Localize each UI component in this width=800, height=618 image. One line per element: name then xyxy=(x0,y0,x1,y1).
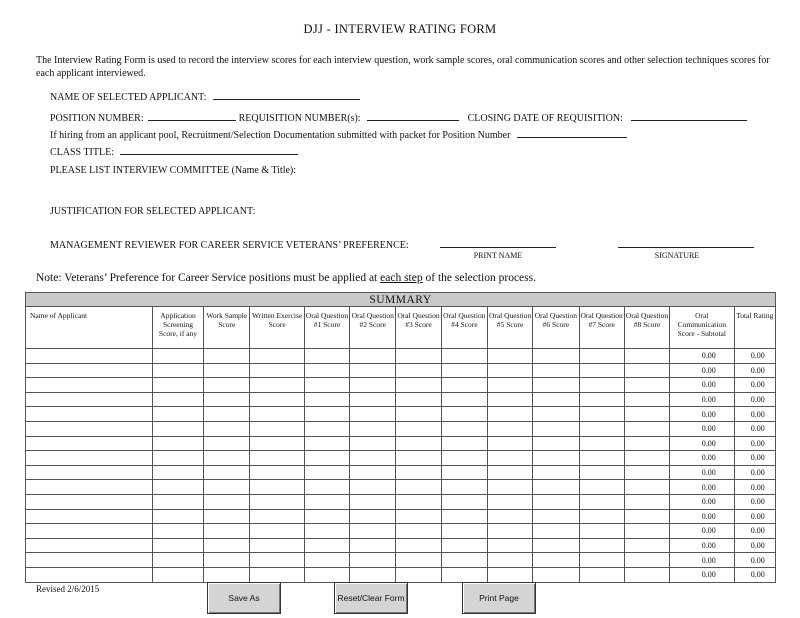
score-input-cell[interactable] xyxy=(533,553,579,568)
score-input-cell[interactable] xyxy=(579,509,624,524)
score-input-cell[interactable] xyxy=(624,465,669,480)
score-input-cell[interactable] xyxy=(624,567,669,582)
score-input-cell[interactable] xyxy=(624,349,669,364)
class-title-row xyxy=(50,145,298,158)
score-input-cell[interactable] xyxy=(396,378,441,393)
oral-subtotal-cell: 0.00 xyxy=(670,538,734,553)
applicant-pool-row xyxy=(50,128,627,141)
score-input-cell[interactable] xyxy=(441,392,487,407)
score-input-cell[interactable] xyxy=(624,509,669,524)
score-input-cell[interactable] xyxy=(204,363,250,378)
signature-label: SIGNATURE xyxy=(654,251,700,260)
note-text-start: Note: Veterans’ Preference for Career Service positions must be applied at xyxy=(36,272,381,284)
form-title: DJJ - INTERVIEW RATING FORM xyxy=(303,22,497,36)
score-input-cell[interactable] xyxy=(250,480,304,495)
score-input-cell[interactable] xyxy=(487,538,532,553)
score-input-cell[interactable] xyxy=(152,480,203,495)
note-text-end: of the selection process. xyxy=(422,272,536,284)
score-input-cell[interactable] xyxy=(350,524,396,539)
total-rating-cell: 0.00 xyxy=(734,553,776,568)
column-header: Oral Question #1 Score xyxy=(304,307,349,349)
closing-date-label: CLOSING DATE OF REQUISITION: xyxy=(467,113,623,124)
column-header: Work Sample Score xyxy=(204,307,250,349)
score-input-cell[interactable] xyxy=(250,451,304,466)
score-input-cell[interactable] xyxy=(624,480,669,495)
score-input-cell[interactable] xyxy=(533,567,579,582)
score-input-cell[interactable] xyxy=(396,538,441,553)
score-input-cell[interactable] xyxy=(533,494,579,509)
oral-subtotal-cell: 0.00 xyxy=(670,567,734,582)
applicant-name-cell[interactable] xyxy=(26,567,153,582)
score-input-cell[interactable] xyxy=(441,451,487,466)
score-input-cell[interactable] xyxy=(487,421,532,436)
column-header: Oral Question #7 Score xyxy=(579,307,624,349)
score-input-cell[interactable] xyxy=(396,553,441,568)
score-input-cell[interactable] xyxy=(624,392,669,407)
column-header: Oral Question #6 Score xyxy=(533,307,579,349)
score-input-cell[interactable] xyxy=(250,553,304,568)
score-input-cell[interactable] xyxy=(441,553,487,568)
score-input-cell[interactable] xyxy=(487,494,532,509)
score-input-cell[interactable] xyxy=(204,553,250,568)
oral-subtotal-cell: 0.00 xyxy=(670,407,734,422)
score-input-cell[interactable] xyxy=(152,567,203,582)
score-input-cell[interactable] xyxy=(487,451,532,466)
score-input-cell[interactable] xyxy=(304,407,349,422)
total-rating-cell: 0.00 xyxy=(734,567,776,582)
score-input-cell[interactable] xyxy=(579,407,624,422)
total-rating-cell: 0.00 xyxy=(734,465,776,480)
score-input-cell[interactable] xyxy=(579,524,624,539)
table-row xyxy=(26,538,776,553)
table-row xyxy=(26,392,776,407)
score-input-cell[interactable] xyxy=(441,363,487,378)
applicant-name-cell[interactable] xyxy=(26,392,153,407)
score-input-cell[interactable] xyxy=(350,407,396,422)
score-input-cell[interactable] xyxy=(396,436,441,451)
score-input-cell[interactable] xyxy=(624,436,669,451)
score-input-cell[interactable] xyxy=(396,363,441,378)
requisition-number-label: REQUISITION NUMBER(s): xyxy=(238,113,361,124)
score-input-cell[interactable] xyxy=(304,378,349,393)
column-header: Name of Applicant xyxy=(26,307,153,349)
table-row xyxy=(26,524,776,539)
score-input-cell[interactable] xyxy=(487,407,532,422)
score-input-cell[interactable] xyxy=(396,567,441,582)
table-row xyxy=(26,553,776,568)
score-input-cell[interactable] xyxy=(152,363,203,378)
score-input-cell[interactable] xyxy=(304,465,349,480)
score-input-cell[interactable] xyxy=(204,465,250,480)
score-input-cell[interactable] xyxy=(350,421,396,436)
oral-subtotal-cell: 0.00 xyxy=(670,465,734,480)
score-input-cell[interactable] xyxy=(624,363,669,378)
score-input-cell[interactable] xyxy=(350,538,396,553)
score-input-cell[interactable] xyxy=(441,436,487,451)
score-input-cell[interactable] xyxy=(624,421,669,436)
total-rating-cell: 0.00 xyxy=(734,363,776,378)
summary-body xyxy=(26,349,776,583)
note-text-emphasis: each step xyxy=(380,272,423,284)
column-header: Oral Communication Score - Subtotal xyxy=(670,307,734,349)
table-row xyxy=(26,407,776,422)
score-input-cell[interactable] xyxy=(152,378,203,393)
score-input-cell[interactable] xyxy=(396,465,441,480)
score-input-cell[interactable] xyxy=(304,494,349,509)
position-number-label: POSITION NUMBER: xyxy=(50,113,144,124)
applicant-name-cell[interactable] xyxy=(26,421,153,436)
score-input-cell[interactable] xyxy=(441,421,487,436)
selected-applicant-label: NAME OF SELECTED APPLICANT: xyxy=(50,92,207,103)
column-header: Oral Question #8 Score xyxy=(624,307,669,349)
column-header: Oral Question #4 Score xyxy=(441,307,487,349)
class-title-label: CLASS TITLE: xyxy=(50,147,114,158)
score-input-cell[interactable] xyxy=(350,392,396,407)
score-input-cell[interactable] xyxy=(533,480,579,495)
total-rating-cell: 0.00 xyxy=(734,349,776,364)
score-input-cell[interactable] xyxy=(533,363,579,378)
score-input-cell[interactable] xyxy=(204,421,250,436)
score-input-cell[interactable] xyxy=(350,509,396,524)
score-input-cell[interactable] xyxy=(204,494,250,509)
score-input-cell[interactable] xyxy=(304,509,349,524)
score-input-cell[interactable] xyxy=(250,349,304,364)
score-input-cell[interactable] xyxy=(624,451,669,466)
table-row xyxy=(26,451,776,466)
table-row xyxy=(26,465,776,480)
score-input-cell[interactable] xyxy=(579,465,624,480)
score-input-cell[interactable] xyxy=(152,436,203,451)
column-header: Oral Question #5 Score xyxy=(487,307,532,349)
applicant-name-cell[interactable] xyxy=(26,465,153,480)
total-rating-cell: 0.00 xyxy=(734,421,776,436)
score-input-cell[interactable] xyxy=(304,421,349,436)
score-input-cell[interactable] xyxy=(396,480,441,495)
score-input-cell[interactable] xyxy=(204,538,250,553)
score-input-cell[interactable] xyxy=(152,451,203,466)
score-input-cell[interactable] xyxy=(487,363,532,378)
oral-subtotal-cell: 0.00 xyxy=(670,392,734,407)
score-input-cell[interactable] xyxy=(533,509,579,524)
score-input-cell[interactable] xyxy=(250,567,304,582)
score-input-cell[interactable] xyxy=(350,567,396,582)
applicant-name-cell[interactable] xyxy=(26,451,153,466)
class-title-field[interactable] xyxy=(120,145,298,155)
oral-subtotal-cell: 0.00 xyxy=(670,480,734,495)
print-name-field[interactable] xyxy=(440,247,556,248)
score-input-cell[interactable] xyxy=(487,378,532,393)
column-header: Total Rating xyxy=(734,307,776,349)
score-input-cell[interactable] xyxy=(396,407,441,422)
score-input-cell[interactable] xyxy=(487,392,532,407)
score-input-cell[interactable] xyxy=(441,349,487,364)
score-input-cell[interactable] xyxy=(250,538,304,553)
score-input-cell[interactable] xyxy=(250,494,304,509)
score-input-cell[interactable] xyxy=(152,509,203,524)
score-input-cell[interactable] xyxy=(250,509,304,524)
score-input-cell[interactable] xyxy=(624,538,669,553)
reset-clear-form-button[interactable]: Reset/Clear Form xyxy=(334,582,408,614)
column-header: Written Exercise Score xyxy=(250,307,304,349)
summary-column-headers xyxy=(26,307,776,349)
score-input-cell[interactable] xyxy=(304,363,349,378)
table-row xyxy=(26,567,776,582)
table-row xyxy=(26,509,776,524)
score-input-cell[interactable] xyxy=(396,509,441,524)
score-input-cell[interactable] xyxy=(487,436,532,451)
table-row xyxy=(26,349,776,364)
score-input-cell[interactable] xyxy=(624,494,669,509)
score-input-cell[interactable] xyxy=(350,436,396,451)
total-rating-cell: 0.00 xyxy=(734,392,776,407)
selected-applicant-row xyxy=(50,90,360,103)
table-row xyxy=(26,494,776,509)
score-input-cell[interactable] xyxy=(396,421,441,436)
score-input-cell[interactable] xyxy=(152,349,203,364)
score-input-cell[interactable] xyxy=(441,494,487,509)
applicant-name-cell[interactable] xyxy=(26,378,153,393)
score-input-cell[interactable] xyxy=(250,407,304,422)
score-input-cell[interactable] xyxy=(441,465,487,480)
score-input-cell[interactable] xyxy=(304,480,349,495)
score-input-cell[interactable] xyxy=(579,349,624,364)
total-rating-cell: 0.00 xyxy=(734,509,776,524)
score-input-cell[interactable] xyxy=(204,509,250,524)
table-row xyxy=(26,480,776,495)
selected-applicant-field[interactable] xyxy=(213,90,360,100)
score-input-cell[interactable] xyxy=(152,538,203,553)
score-input-cell[interactable] xyxy=(350,465,396,480)
applicant-name-cell[interactable] xyxy=(26,480,153,495)
score-input-cell[interactable] xyxy=(441,524,487,539)
score-input-cell[interactable] xyxy=(487,567,532,582)
score-input-cell[interactable] xyxy=(250,378,304,393)
total-rating-cell: 0.00 xyxy=(734,538,776,553)
score-input-cell[interactable] xyxy=(579,436,624,451)
score-input-cell[interactable] xyxy=(533,465,579,480)
summary-table xyxy=(25,292,776,583)
score-input-cell[interactable] xyxy=(579,494,624,509)
score-input-cell[interactable] xyxy=(204,524,250,539)
score-input-cell[interactable] xyxy=(152,465,203,480)
score-input-cell[interactable] xyxy=(204,480,250,495)
score-input-cell[interactable] xyxy=(441,538,487,553)
justification-label: JUSTIFICATION FOR SELECTED APPLICANT: xyxy=(50,206,256,217)
applicant-name-cell[interactable] xyxy=(26,553,153,568)
oral-subtotal-cell: 0.00 xyxy=(670,421,734,436)
closing-date-field[interactable] xyxy=(631,111,747,121)
score-input-cell[interactable] xyxy=(350,349,396,364)
applicant-name-cell[interactable] xyxy=(26,436,153,451)
score-input-cell[interactable] xyxy=(487,480,532,495)
score-input-cell[interactable] xyxy=(441,480,487,495)
oral-subtotal-cell: 0.00 xyxy=(670,509,734,524)
score-input-cell[interactable] xyxy=(304,436,349,451)
column-header: Oral Question #3 Score xyxy=(396,307,441,349)
table-row xyxy=(26,436,776,451)
score-input-cell[interactable] xyxy=(152,407,203,422)
applicant-pool-position-field[interactable] xyxy=(517,128,627,138)
score-input-cell[interactable] xyxy=(350,363,396,378)
score-input-cell[interactable] xyxy=(533,436,579,451)
score-input-cell[interactable] xyxy=(579,480,624,495)
veterans-note xyxy=(36,272,536,284)
summary-heading: SUMMARY xyxy=(26,293,776,307)
score-input-cell[interactable] xyxy=(350,451,396,466)
score-input-cell[interactable] xyxy=(304,349,349,364)
score-input-cell[interactable] xyxy=(579,363,624,378)
column-header: Oral Question #2 Score xyxy=(350,307,396,349)
score-input-cell[interactable] xyxy=(533,421,579,436)
oral-subtotal-cell: 0.00 xyxy=(670,363,734,378)
applicant-name-cell[interactable] xyxy=(26,363,153,378)
score-input-cell[interactable] xyxy=(204,567,250,582)
save-as-button[interactable]: Save As xyxy=(207,582,281,614)
score-input-cell[interactable] xyxy=(441,407,487,422)
score-input-cell[interactable] xyxy=(152,524,203,539)
applicant-name-cell[interactable] xyxy=(26,538,153,553)
score-input-cell[interactable] xyxy=(304,553,349,568)
score-input-cell[interactable] xyxy=(250,392,304,407)
total-rating-cell: 0.00 xyxy=(734,436,776,451)
oral-subtotal-cell: 0.00 xyxy=(670,451,734,466)
table-row xyxy=(26,363,776,378)
score-input-cell[interactable] xyxy=(204,349,250,364)
score-input-cell[interactable] xyxy=(396,349,441,364)
score-input-cell[interactable] xyxy=(533,451,579,466)
oral-subtotal-cell: 0.00 xyxy=(670,553,734,568)
applicant-name-cell[interactable] xyxy=(26,494,153,509)
total-rating-cell: 0.00 xyxy=(734,494,776,509)
score-input-cell[interactable] xyxy=(350,480,396,495)
score-input-cell[interactable] xyxy=(624,553,669,568)
score-input-cell[interactable] xyxy=(350,553,396,568)
score-input-cell[interactable] xyxy=(533,524,579,539)
score-input-cell[interactable] xyxy=(304,538,349,553)
score-input-cell[interactable] xyxy=(487,553,532,568)
score-input-cell[interactable] xyxy=(250,436,304,451)
score-input-cell[interactable] xyxy=(304,524,349,539)
requisition-number-field[interactable] xyxy=(367,111,459,121)
score-input-cell[interactable] xyxy=(579,392,624,407)
total-rating-cell: 0.00 xyxy=(734,451,776,466)
score-input-cell[interactable] xyxy=(533,538,579,553)
score-input-cell[interactable] xyxy=(204,451,250,466)
score-input-cell[interactable] xyxy=(304,567,349,582)
score-input-cell[interactable] xyxy=(533,392,579,407)
revised-date: Revised 2/6/2015 xyxy=(36,584,100,594)
score-input-cell[interactable] xyxy=(250,465,304,480)
table-row xyxy=(26,421,776,436)
score-input-cell[interactable] xyxy=(579,553,624,568)
score-input-cell[interactable] xyxy=(152,494,203,509)
applicant-pool-label: If hiring from an applicant pool, Recruitment/Selection Documentation submitted with packet for Position Number xyxy=(50,130,511,141)
score-input-cell[interactable] xyxy=(624,407,669,422)
oral-subtotal-cell: 0.00 xyxy=(670,349,734,364)
score-input-cell[interactable] xyxy=(579,421,624,436)
score-input-cell[interactable] xyxy=(204,407,250,422)
print-page-button[interactable]: Print Page xyxy=(462,582,536,614)
score-input-cell[interactable] xyxy=(250,363,304,378)
score-input-cell[interactable] xyxy=(396,451,441,466)
score-input-cell[interactable] xyxy=(204,378,250,393)
score-input-cell[interactable] xyxy=(396,392,441,407)
print-name-label: PRINT NAME xyxy=(473,251,523,260)
score-input-cell[interactable] xyxy=(204,392,250,407)
signature-field[interactable] xyxy=(618,247,754,248)
score-input-cell[interactable] xyxy=(304,451,349,466)
total-rating-cell: 0.00 xyxy=(734,480,776,495)
score-input-cell[interactable] xyxy=(441,378,487,393)
score-input-cell[interactable] xyxy=(304,392,349,407)
applicant-name-cell[interactable] xyxy=(26,407,153,422)
table-row xyxy=(26,378,776,393)
column-header: Application Screening Score, if any xyxy=(152,307,203,349)
applicant-name-cell[interactable] xyxy=(26,349,153,364)
score-input-cell[interactable] xyxy=(350,378,396,393)
applicant-name-cell[interactable] xyxy=(26,509,153,524)
total-rating-cell: 0.00 xyxy=(734,524,776,539)
oral-subtotal-cell: 0.00 xyxy=(670,524,734,539)
reviewer-label: MANAGEMENT REVIEWER FOR CAREER SERVICE VETERANS’ PREFERENCE: xyxy=(50,240,409,251)
oral-subtotal-cell: 0.00 xyxy=(670,494,734,509)
score-input-cell[interactable] xyxy=(487,349,532,364)
score-input-cell[interactable] xyxy=(533,378,579,393)
position-number-field[interactable] xyxy=(148,111,236,121)
score-input-cell[interactable] xyxy=(579,538,624,553)
score-input-cell[interactable] xyxy=(533,349,579,364)
oral-subtotal-cell: 0.00 xyxy=(670,378,734,393)
oral-subtotal-cell: 0.00 xyxy=(670,436,734,451)
score-input-cell[interactable] xyxy=(441,567,487,582)
score-input-cell[interactable] xyxy=(487,524,532,539)
score-input-cell[interactable] xyxy=(624,524,669,539)
score-input-cell[interactable] xyxy=(152,421,203,436)
score-input-cell[interactable] xyxy=(152,553,203,568)
total-rating-cell: 0.00 xyxy=(734,378,776,393)
score-input-cell[interactable] xyxy=(579,567,624,582)
score-input-cell[interactable] xyxy=(487,509,532,524)
score-input-cell[interactable] xyxy=(624,378,669,393)
intro-paragraph: The Interview Rating Form is used to record the interview scores for each interview question, work sample scores, oral communication scores and other selection techniques scores for each applicant interviewed. xyxy=(36,55,770,79)
position-row xyxy=(50,111,747,124)
applicant-name-cell[interactable] xyxy=(26,524,153,539)
score-input-cell[interactable] xyxy=(396,524,441,539)
score-input-cell[interactable] xyxy=(533,407,579,422)
score-input-cell[interactable] xyxy=(396,494,441,509)
score-input-cell[interactable] xyxy=(204,436,250,451)
score-input-cell[interactable] xyxy=(441,509,487,524)
committee-label: PLEASE LIST INTERVIEW COMMITTEE (Name & Title): xyxy=(50,165,297,176)
score-input-cell[interactable] xyxy=(152,392,203,407)
score-input-cell[interactable] xyxy=(250,421,304,436)
score-input-cell[interactable] xyxy=(579,378,624,393)
score-input-cell[interactable] xyxy=(579,451,624,466)
score-input-cell[interactable] xyxy=(350,494,396,509)
score-input-cell[interactable] xyxy=(250,524,304,539)
total-rating-cell: 0.00 xyxy=(734,407,776,422)
score-input-cell[interactable] xyxy=(487,465,532,480)
